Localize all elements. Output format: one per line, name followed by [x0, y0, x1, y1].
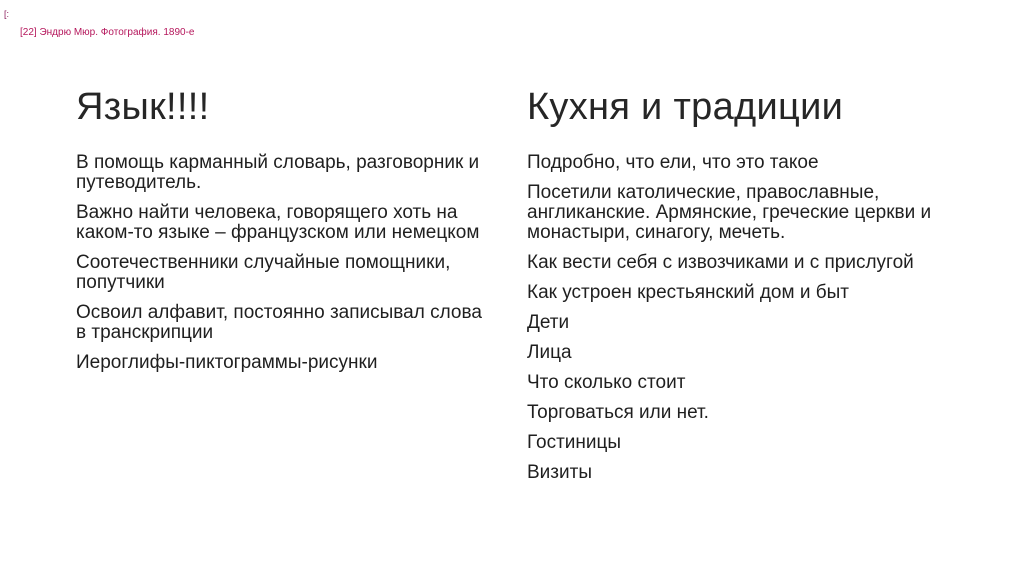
- list-item: Что сколько стоит: [527, 372, 686, 393]
- list-item: Визиты: [527, 462, 592, 483]
- list-item: Лица: [527, 342, 572, 363]
- right-column-title: Кухня и традиции: [527, 86, 844, 129]
- list-item: Торговаться или нет.: [527, 402, 709, 423]
- list-item: Важно найти человека, говорящего хоть на каком-то языке – французском или немецком: [76, 202, 480, 243]
- reference-marker: [:: [4, 9, 10, 19]
- list-item: Освоил алфавит, постоянно записывал слова в транскрипции: [76, 302, 482, 343]
- list-item: Гостиницы: [527, 432, 622, 453]
- list-item: Соотечественники случайные помощники, попутчики: [76, 252, 451, 293]
- list-item: В помощь карманный словарь, разговорник и путеводитель.: [76, 152, 480, 193]
- list-item: Посетили католические, православные, англиканские. Армянские, греческие церкви и монастыри, синагогу, мечеть.: [527, 182, 932, 243]
- left-column-title: Язык!!!!: [76, 86, 210, 129]
- list-item: Дети: [527, 312, 570, 333]
- left-column-list: [76, 153, 496, 383]
- list-item: Как устроен крестьянский дом и быт: [527, 282, 849, 303]
- image-caption: [22] Эндрю Мюр. Фотография. 1890-е: [20, 27, 195, 38]
- right-column-list: [527, 153, 997, 493]
- list-item: Подробно, что ели, что это такое: [527, 152, 819, 173]
- list-item: Иероглифы-пиктограммы-рисунки: [76, 352, 378, 373]
- list-item: Как вести себя с извозчиками и с прислугой: [527, 252, 914, 273]
